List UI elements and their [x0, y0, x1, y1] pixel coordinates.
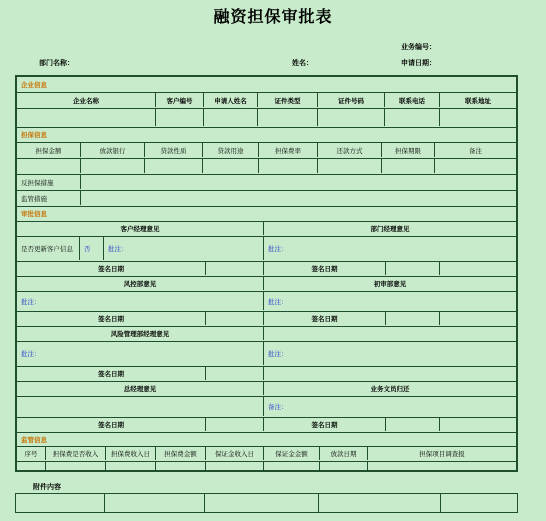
attachment-label: 附件内容 [33, 483, 61, 491]
attachment-cell-3[interactable] [204, 494, 318, 512]
review-row-4-header [17, 381, 516, 395]
general-manager-sign-field[interactable] [205, 418, 263, 431]
fee-received-field[interactable] [45, 462, 105, 472]
id-no-field[interactable] [317, 109, 384, 126]
col-applicant: 申请人姓名 [203, 93, 257, 107]
review-row-3-right-remark[interactable]: 批注： [263, 342, 516, 365]
doc-release-sign-field-2[interactable] [439, 418, 516, 431]
review-row-3-header [17, 326, 516, 340]
attachment-row [15, 493, 518, 513]
supervision-header-row [17, 446, 516, 460]
id-type-field[interactable] [257, 109, 317, 126]
initial-review-sign-date: 签名日期 [263, 312, 385, 325]
col-survey-report: 担保项目调查报 [367, 447, 516, 460]
review-row-2-body [17, 291, 516, 310]
col-remark: 备注 [434, 143, 516, 157]
counter-guarantee-row [17, 174, 516, 189]
attachment-cell-2[interactable] [104, 494, 204, 512]
doc-release-title: 业务文员归还 [263, 382, 516, 395]
col-guarantee-amount: 担保金额 [35, 146, 62, 155]
supervision-measure-row [17, 190, 516, 205]
customer-manager-remark[interactable]: 批注： [103, 237, 263, 260]
seq-field[interactable] [17, 462, 45, 472]
remark-field[interactable] [434, 159, 516, 173]
review-row-1-header [17, 221, 516, 235]
attachment-cell-4[interactable] [318, 494, 440, 512]
initial-review-opinion-title: 初审部意见 [263, 277, 516, 290]
loan-purpose-field[interactable] [202, 159, 258, 173]
counter-guarantee-label: 反担保措施 [21, 178, 54, 187]
doc-release-remark[interactable]: 备注： [263, 397, 516, 416]
dept-manager-sign-field-1[interactable] [385, 262, 439, 275]
page-title: 融资担保审批表 [213, 7, 333, 26]
dept-manager-sign-field-2[interactable] [439, 262, 516, 275]
supervision-data-row [17, 461, 516, 472]
risk-manager-remark[interactable]: 批注： [21, 350, 41, 358]
col-loan-date: 放款日期 [319, 447, 367, 460]
business-no-label: 业务编号： [401, 43, 436, 51]
supervision-measure-field[interactable] [80, 191, 516, 205]
supervision-measure-label: 监管措施 [21, 194, 47, 203]
col-loan-purpose: 贷款用途 [202, 143, 258, 157]
general-manager-remark[interactable] [17, 397, 263, 416]
risk-control-sign-date: 签名日期 [98, 315, 124, 323]
enterprise-section-title: 企业信息 [21, 80, 47, 89]
enterprise-name-field[interactable] [17, 109, 155, 126]
guarantee-data-row [17, 158, 516, 173]
enterprise-section-row [17, 77, 516, 91]
doc-release-sign-date: 签名日期 [263, 418, 385, 431]
col-customer-no: 客户编号 [155, 93, 203, 107]
customer-manager-sign-date: 签名日期 [98, 265, 124, 273]
customer-manager-sign-field[interactable] [205, 262, 263, 275]
enterprise-data-row [17, 108, 516, 126]
review-row-3-sign [17, 366, 516, 380]
name-label: 姓名： [292, 59, 313, 67]
col-phone: 联系电话 [384, 93, 439, 107]
review-section-row [17, 206, 516, 220]
lending-bank-field[interactable] [80, 159, 144, 173]
review-row-3-right-header [263, 327, 516, 340]
review-row-1-sign [17, 261, 516, 275]
loan-nature-field[interactable] [144, 159, 202, 173]
customer-manager-opinion-title: 客户经理意见 [120, 225, 160, 233]
enterprise-header-row [17, 92, 516, 107]
review-row-3-right-sign-field[interactable] [263, 367, 516, 380]
dept-manager-sign-date: 签名日期 [263, 262, 385, 275]
address-field[interactable] [439, 109, 516, 126]
risk-manager-sign-date: 签名日期 [98, 370, 124, 378]
initial-review-sign-field-2[interactable] [439, 312, 516, 325]
date-label: 申请日期： [401, 59, 436, 67]
review-row-2-header [17, 276, 516, 290]
risk-manager-opinion-title: 风险管理部经理意见 [110, 330, 170, 338]
col-fee-rate: 担保费率 [258, 143, 317, 157]
deposit-date-field[interactable] [205, 462, 263, 472]
col-repay-method: 还款方式 [317, 143, 381, 157]
dept-name-label: 部门名称： [39, 59, 74, 67]
term-field[interactable] [381, 159, 434, 173]
col-term: 担保期限 [381, 143, 434, 157]
supervision-section-row [17, 432, 516, 445]
col-deposit-date: 保证金收入日 [205, 447, 263, 460]
guarantee-amount-field[interactable] [17, 159, 80, 173]
attachment-cell-1[interactable] [16, 494, 104, 512]
risk-manager-sign-field[interactable] [205, 367, 263, 380]
update-customer-info-label: 是否更新客户信息 [21, 245, 73, 253]
col-fee-amount: 担保费金额 [155, 447, 205, 460]
review-row-4-body [17, 396, 516, 416]
dept-manager-remark[interactable]: 批注： [263, 237, 516, 260]
approval-form-table [15, 75, 518, 472]
review-row-2-sign [17, 311, 516, 325]
update-customer-info-value[interactable]: 否 [79, 237, 103, 260]
col-address: 联系地址 [439, 93, 516, 107]
review-row-4-sign [17, 417, 516, 431]
counter-guarantee-field[interactable] [80, 175, 516, 189]
initial-review-remark[interactable]: 批注： [263, 292, 516, 310]
review-row-1-body [17, 236, 516, 260]
col-loan-nature: 贷款性质 [144, 143, 202, 157]
col-seq: 序号 [24, 450, 38, 458]
applicant-field[interactable] [203, 109, 257, 126]
supervision-section-title: 监管信息 [21, 435, 47, 444]
fee-amount-field[interactable] [155, 462, 205, 472]
loan-date-field[interactable] [319, 462, 367, 472]
initial-review-sign-field-1[interactable] [385, 312, 439, 325]
general-manager-sign-date: 签名日期 [98, 421, 124, 429]
deposit-amount-field[interactable] [263, 462, 319, 472]
col-deposit-amount: 保证金金额 [263, 447, 319, 460]
doc-release-sign-field-1[interactable] [385, 418, 439, 431]
risk-control-opinion-title: 风控部意见 [123, 280, 157, 288]
guarantee-section-title: 担保信息 [21, 131, 47, 139]
review-row-3-body [17, 341, 516, 365]
guarantee-section-row [17, 127, 516, 141]
survey-report-field[interactable] [367, 462, 516, 472]
review-section-title: 审批信息 [21, 210, 47, 218]
phone-field[interactable] [384, 109, 439, 126]
risk-control-sign-field[interactable] [205, 312, 263, 325]
general-manager-opinion-title: 总经理意见 [123, 385, 157, 393]
fee-rate-field[interactable] [258, 159, 317, 173]
col-fee-date: 担保费收入日 [105, 447, 155, 460]
guarantee-header-row [17, 142, 516, 157]
col-id-type: 证件类型 [257, 93, 317, 107]
repay-method-field[interactable] [317, 159, 381, 173]
customer-no-field[interactable] [155, 109, 203, 126]
dept-manager-opinion-title: 部门经理意见 [263, 222, 516, 235]
attachment-cell-5[interactable] [440, 494, 517, 512]
col-lending-bank: 放款银行 [80, 143, 144, 157]
col-enterprise-name: 企业名称 [73, 96, 99, 105]
col-fee-received: 担保费是否收入 [45, 447, 105, 460]
fee-date-field[interactable] [105, 462, 155, 472]
risk-control-remark[interactable]: 批注： [21, 297, 41, 306]
col-id-no: 证件号码 [317, 93, 384, 107]
